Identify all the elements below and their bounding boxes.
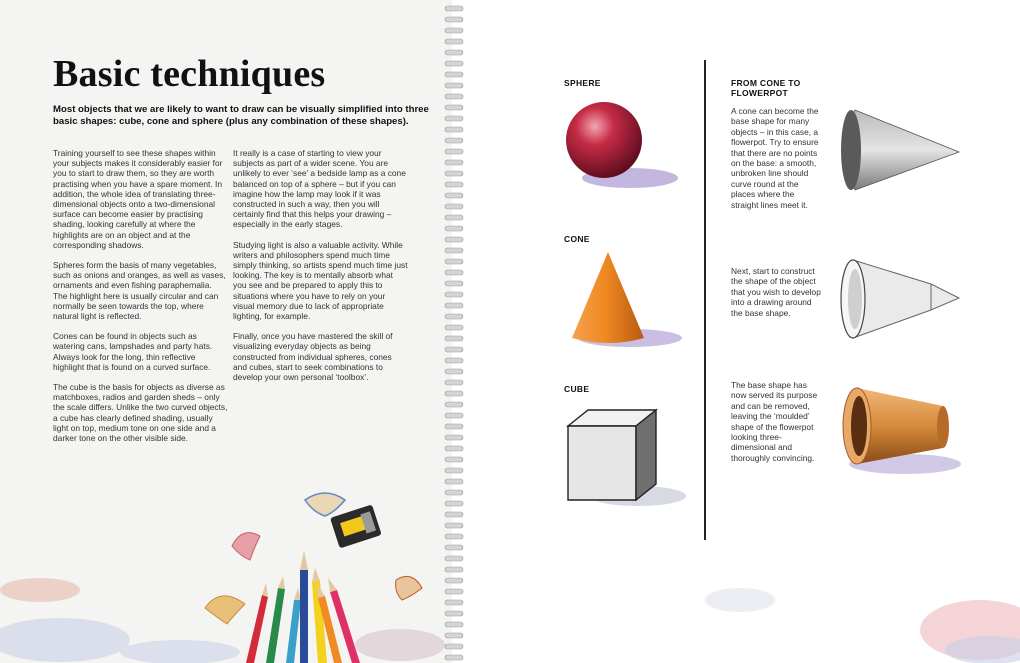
spiral-ring — [445, 314, 463, 319]
spiral-ring — [445, 72, 463, 77]
paragraph: Studying light is also a valuable activity. While writers and philosophers spend much time simply thinking, so artists spend much time just looking. The key is to mentally absorb what you see and be prepared to apply this to situations where you have to rely on your visual memory due to lack of appropriate lighting, for example. — [233, 239, 408, 322]
spiral-ring — [445, 292, 463, 297]
spiral-binding — [437, 0, 471, 663]
spiral-ring — [445, 633, 463, 638]
spiral-ring — [445, 226, 463, 231]
pencil-cone-illustration — [835, 104, 965, 194]
spiral-ring — [445, 303, 463, 308]
spiral-ring — [445, 116, 463, 121]
spiral-ring — [445, 127, 463, 132]
spiral-ring — [445, 105, 463, 110]
spiral-ring — [445, 193, 463, 198]
spiral-ring — [445, 446, 463, 451]
spiral-ring — [445, 457, 463, 462]
spiral-ring — [445, 270, 463, 275]
spiral-ring — [445, 644, 463, 649]
spiral-ring — [445, 138, 463, 143]
spiral-ring — [445, 17, 463, 22]
spiral-ring — [445, 435, 463, 440]
pigment-dust-decoration — [890, 540, 1020, 663]
spiral-ring — [445, 204, 463, 209]
spiral-ring — [445, 28, 463, 33]
spiral-ring — [445, 402, 463, 407]
spiral-ring — [445, 171, 463, 176]
spiral-ring — [445, 336, 463, 341]
spiral-ring — [445, 490, 463, 495]
spiral-ring — [445, 578, 463, 583]
cone-illustration — [560, 250, 690, 350]
spiral-ring — [445, 512, 463, 517]
spiral-ring — [445, 391, 463, 396]
spiral-ring — [445, 259, 463, 264]
column-divider — [704, 60, 706, 540]
flowerpot-step2: Next, start to construct the shape of the object that you wish to develop into a drawing around the base shape. — [731, 266, 821, 318]
paragraph: It really is a case of starting to view your subjects as part of a wider scene. You are unlikely to ever ‘see’ a bedside lamp as a cone balanced on top of a sphere – but if you can imagine how the lamp may look if it was constructed in such a way, then you will certainly find that this helps your drawing – especially in the early stages. — [233, 148, 406, 230]
sphere-illustration — [560, 100, 690, 195]
pencil-pot-construction-illustration — [835, 254, 965, 344]
flowerpot-step3: The base shape has now served its purpose and can be removed, leaving the ‘moulded’ shape of the flowerpot looking three-dimensional and thoroughly convincing. — [731, 380, 818, 463]
sphere-label: SPHERE — [564, 78, 601, 88]
spiral-ring — [445, 369, 463, 374]
spiral-ring — [445, 567, 463, 572]
spiral-ring — [445, 237, 463, 242]
spiral-ring — [445, 83, 463, 88]
cube-label: CUBE — [564, 384, 590, 394]
spiral-ring — [445, 149, 463, 154]
spiral-ring — [445, 61, 463, 66]
spiral-ring — [445, 611, 463, 616]
spiral-ring — [445, 347, 463, 352]
spiral-ring — [445, 50, 463, 55]
spiral-ring — [445, 600, 463, 605]
spiral-ring — [445, 534, 463, 539]
flowerpot-step1: A cone can become the base shape for many objects – in this case, a flowerpot. Try to ensure that there are no points on the base: a smooth, unbroken line should curve round at the places where the straight lines meet it. — [731, 106, 819, 210]
spiral-ring — [445, 413, 463, 418]
paragraph: Finally, once you have mastered the skill of visualizing everyday objects as being constructed from individual spheres, cones and cubes, start to seek combinations to develop your own personal ‘toolbox’. — [233, 331, 393, 383]
intro-paragraph: Most objects that we are likely to want to draw can be visually simplified into three basic shapes: cube, cone and sphere (plus any combination of these shapes). — [53, 104, 429, 127]
spiral-ring — [445, 281, 463, 286]
paragraph: Spheres form the basis of many vegetables, such as onions and oranges, as well as vases, ornaments and even fishing paraphernalia. The highlight here is usually circular and can normally be seen towards the top, where natural light is reflected. — [53, 260, 226, 322]
spiral-ring — [445, 182, 463, 187]
spiral-ring — [445, 501, 463, 506]
spiral-ring — [445, 160, 463, 165]
spiral-ring — [445, 358, 463, 363]
spiral-ring — [445, 6, 463, 11]
spiral-ring — [445, 523, 463, 528]
spiral-ring — [445, 556, 463, 561]
text-column-left — [53, 148, 228, 453]
paragraph: Cones can be found in objects such as watering cans, lampshades and party hats. Always look for the long, thin reflective highlight that is found on a curved surface. — [53, 331, 213, 372]
spiral-ring — [445, 479, 463, 484]
text-column-right — [233, 148, 408, 392]
pencils-illustration — [0, 480, 450, 663]
cube-illustration — [560, 404, 690, 514]
spiral-ring — [445, 622, 463, 627]
flowerpot-illustration — [835, 380, 965, 480]
spiral-ring — [445, 655, 463, 660]
spiral-ring — [445, 325, 463, 330]
spiral-ring — [445, 424, 463, 429]
cone-label: CONE — [564, 234, 590, 244]
spiral-ring — [445, 545, 463, 550]
page-title: Basic techniques — [53, 53, 326, 95]
paragraph: The cube is the basis for objects as diverse as matchboxes, radios and garden sheds – only the scale differs. Unlike the two curved objects, a cube has clearly defined shading, usually light on top, medium tone on one side and a darker tone on the other visible side. — [53, 382, 228, 444]
pigment-dust-decoration — [700, 560, 780, 620]
spiral-ring — [445, 380, 463, 385]
paragraph: Training yourself to see these shapes within your subjects makes it considerably easier for you to start to draw them, so they are worth practising when you have a spare moment. In addition, the whole idea of translating three-dimensional objects onto a two-dimensional surface can become easier by practising shading, looking carefully at where the highlights are on an object and at the corresponding shadows. — [53, 148, 223, 250]
flowerpot-heading: FROM CONE TO FLOWERPOT — [731, 78, 801, 98]
spiral-ring — [445, 468, 463, 473]
spiral-ring — [445, 248, 463, 253]
spiral-ring — [445, 94, 463, 99]
spiral-ring — [445, 39, 463, 44]
spiral-ring — [445, 215, 463, 220]
spiral-ring — [445, 589, 463, 594]
